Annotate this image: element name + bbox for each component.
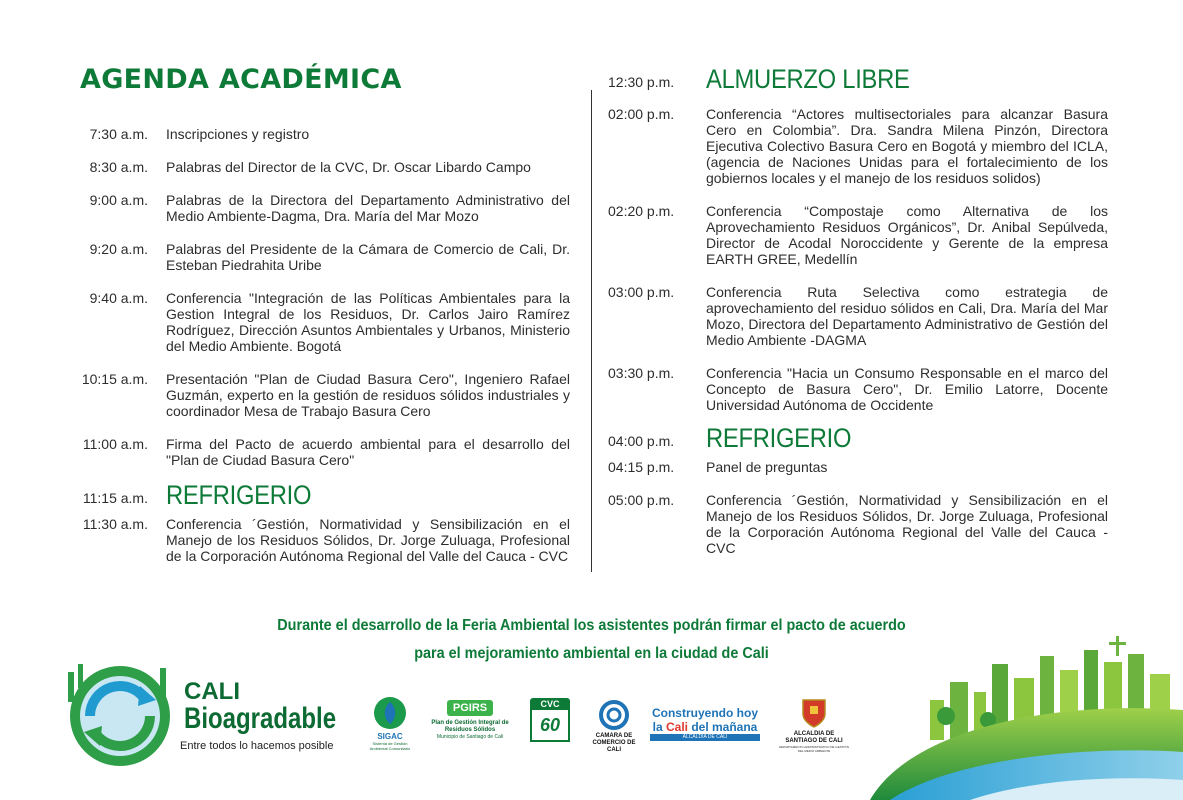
agenda-time: 11:30 a.m.	[82, 516, 148, 532]
bioagradable-wordmark: Bioagradable	[184, 702, 337, 735]
agenda-time: 02:20 p.m.	[608, 203, 675, 219]
agenda-time: 03:00 p.m.	[608, 284, 675, 300]
agenda-item	[608, 203, 1108, 267]
agenda-item	[70, 192, 570, 224]
pgirs-badge: PGIRS	[447, 700, 493, 716]
agenda-item	[608, 106, 1108, 186]
agenda-time: 03:30 p.m.	[608, 365, 675, 381]
agenda-description: Panel de preguntas	[706, 459, 828, 475]
sigac-logo	[368, 696, 412, 751]
camara-name: CAMARA DE COMERCIO DE CALI	[592, 733, 636, 753]
footer-line-1: Durante el desarrollo de la Feria Ambiental los asistentes podrán firmar el pacto de acuerdo	[277, 617, 906, 634]
green-city-illustration	[850, 630, 1183, 800]
agenda-item	[608, 492, 1108, 556]
cali-tagline: Entre todos lo hacemos posible	[180, 740, 334, 752]
agenda-break	[608, 423, 1108, 453]
sigac-subtitle: Sistema de Gestión Ambiental Comunitario	[369, 741, 411, 751]
cvc-logo	[530, 698, 570, 742]
construyendo-manana: del mañana	[688, 720, 758, 734]
pgirs-logo	[420, 696, 520, 741]
coat-of-arms-icon	[801, 698, 827, 728]
agenda-time: 9:20 a.m.	[89, 241, 148, 257]
agenda-description: Conferencia ´Gestión, Normatividad y Sensibilización en el Manejo de los Residuos Sólidos, Dr. Jorge Zuluaga, Profesional de la Corporación Autónoma Regional del Valle del Cauca - CVC	[706, 492, 1108, 556]
agenda-description: Conferencia "Hacia un Consumo Responsable en el marco del Concepto de Basura Cero", Dr. Emilio Latorre, Docente Universidad Autónoma de Occidente	[706, 365, 1108, 413]
agenda-description: Palabras del Presidente de la Cámara de Comercio de Cali, Dr. Esteban Piedrahita Uribe	[166, 241, 570, 273]
recycle-globe-icon	[60, 658, 180, 768]
break-label: ALMUERZO LIBRE	[706, 64, 910, 94]
agenda-time: 7:30 a.m.	[89, 126, 148, 142]
agenda-item	[70, 241, 570, 273]
construyendo-logo	[650, 706, 760, 741]
break-label: REFRIGERIO	[166, 480, 312, 510]
agenda-item	[70, 371, 570, 419]
alcaldia-line-3: DEPARTAMENTO ADMINISTRATIVO DE GESTIÓN DEL MEDIO AMBIENTE	[779, 745, 849, 753]
construyendo-line-3: ALCALDÍA DE CALI	[650, 734, 760, 741]
agenda-time: 11:00 a.m.	[82, 436, 148, 452]
agenda-description: Inscripciones y registro	[166, 126, 310, 142]
agenda-item	[70, 159, 570, 175]
agenda-item	[70, 290, 570, 354]
agenda-item	[608, 459, 1108, 475]
agenda-description: Conferencia “Compostaje como Alternativa de los Aprovechamiento Residuos Orgánicos”, Dr. Anibal Sepúlveda, Director de Acodal Noroccidente y Gerente de la empresa EARTH GREE, Medellín	[706, 203, 1108, 267]
column-divider	[591, 90, 592, 572]
agenda-item	[608, 284, 1108, 348]
agenda-description: Palabras del Director de la CVC, Dr. Oscar Libardo Campo	[166, 159, 531, 175]
agenda-break	[608, 64, 1108, 94]
agenda-time: 11:15 a.m.	[82, 490, 148, 506]
page-title: AGENDA ACADÉMICA	[80, 64, 402, 95]
construyendo-la: la	[652, 720, 666, 734]
agenda-description: Conferencia ´Gestión, Normatividad y Sensibilización en el Manejo de los Residuos Sólidos, Dr. Jorge Zuluaga, Profesional de la Corporación Autónoma Regional del Valle del Cauca - CVC	[166, 516, 570, 564]
agenda-item	[608, 365, 1108, 413]
agenda-time: 10:15 a.m.	[81, 371, 148, 387]
construyendo-line-1: Construyendo hoy	[651, 706, 758, 720]
camara-comercio-logo	[592, 700, 636, 754]
sigac-name: SIGAC	[377, 732, 403, 741]
agenda-item	[70, 126, 570, 142]
footer-line-2: para el mejoramiento ambiental en la ciudad de Cali	[414, 645, 769, 662]
sigac-leaf-icon	[373, 696, 407, 730]
cvc-name: CVC	[530, 698, 570, 710]
schedule-right	[608, 64, 1108, 556]
pgirs-municipality: Municipio de Santiago de Cali	[436, 734, 504, 740]
agenda-time: 12:30 p.m.	[608, 74, 675, 90]
agenda-description: Firma del Pacto de acuerdo ambiental para el desarrollo del "Plan de Ciudad Basura Cero"	[166, 436, 570, 468]
pgirs-subtitle: Plan de Gestión Integral de Residuos Sólidos	[431, 720, 509, 733]
alcaldia-logo	[778, 698, 850, 753]
camara-circle-icon	[599, 700, 629, 730]
cali-wordmark: CALI	[184, 678, 240, 705]
agenda-break	[70, 480, 570, 510]
agenda-description: Conferencia “Actores multisectoriales para alcanzar Basura Cero en Colombia”. Dra. Sandra Milena Pinzón, Directora Ejecutiva Colectivo Basura Cero en Bogotá y miembro del ICLA, (agencia de Naciones Unidas para el fortalecimiento de los gobiernos locales y el manejo de los residuos solidos)	[706, 106, 1108, 186]
schedule-left	[70, 126, 570, 564]
agenda-item	[70, 436, 570, 468]
cali-bioagradable-logo	[60, 658, 337, 768]
agenda-description: Conferencia Ruta Selectiva como estrategia de aprovechamiento del residuo sólidos en Cali, Dra. María del Mar Mozo, Directora del Departamento Administrativo de Gestión del Medio Ambiente -DAGMA	[706, 284, 1108, 348]
cvc-years: 60	[530, 710, 570, 742]
break-label: REFRIGERIO	[706, 423, 852, 453]
alcaldia-line-1: ALCALDIA DE	[793, 731, 835, 737]
agenda-time: 05:00 p.m.	[608, 492, 675, 508]
agenda-description: Presentación "Plan de Ciudad Basura Cero", Ingeniero Rafael Guzmán, experto en la gestión de residuos sólidos industriales y coordinador Mesa de Trabajo Basura Cero	[166, 371, 570, 419]
agenda-time: 02:00 p.m.	[608, 106, 675, 122]
agenda-time: 04:15 p.m.	[608, 459, 675, 475]
agenda-item	[70, 516, 570, 564]
agenda-time: 8:30 a.m.	[89, 159, 148, 175]
agenda-time: 9:00 a.m.	[89, 192, 148, 208]
agenda-description: Conferencia "Integración de las Políticas Ambientales para la Gestion Integral de los Residuos, Dr. Carlos Jairo Ramírez Rodríguez, Dirección Asuntos Ambientales y Urbanos, Ministerio del Medio Ambiente. Bogotá	[166, 290, 570, 354]
alcaldia-line-2: SANTIAGO DE CALI	[785, 738, 843, 744]
construyendo-cali: Cali	[665, 720, 688, 734]
agenda-time: 9:40 a.m.	[89, 290, 148, 306]
agenda-time: 04:00 p.m.	[608, 433, 675, 449]
agenda-description: Palabras de la Directora del Departamento Administrativo del Medio Ambiente-Dagma, Dra. María del Mar Mozo	[166, 192, 570, 224]
